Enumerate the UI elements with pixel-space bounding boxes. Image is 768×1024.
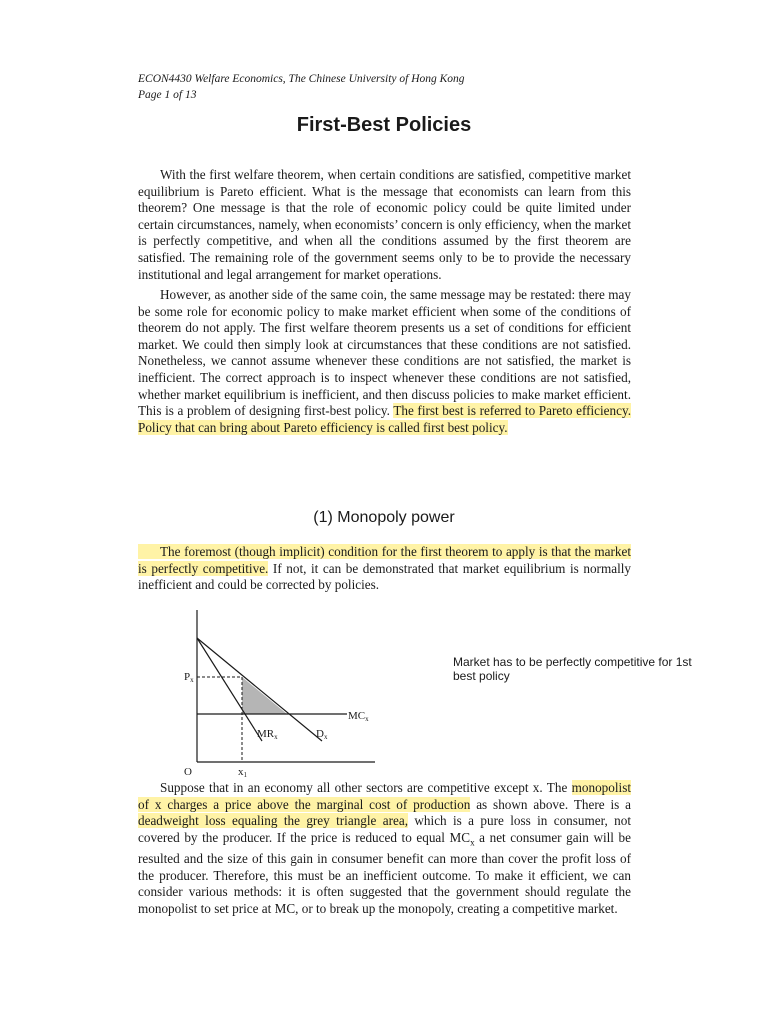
mr-label: MRx <box>257 728 278 741</box>
paragraph-2 <box>138 287 631 436</box>
paragraph-4-text-3: which is a pure loss in consumer, not covered by the producer. If the price is reduced to equal MC <box>138 813 631 845</box>
paragraph-1-text: With the first welfare theorem, when certain conditions are satisfied, competitive market equilibrium is Pareto efficient. What is the message that economists can learn from this theorem? One message is that the role of economic policy could be quite limited under certain circumstances, namely, when economists’ concern is only efficiency, when the market is perfectly competitive, and when all the conditions assumed by the first theorem are satisfied. The remaining role of the government seems only to be to provide the necessary institutional and legal arrangement for market operations. <box>138 167 631 282</box>
mc-label: MCx <box>348 710 369 723</box>
paragraph-4-text-1: Suppose that in an economy all other sectors are competitive except x. The <box>160 780 568 795</box>
demand-label: Dx <box>316 728 328 741</box>
paragraph-1 <box>138 167 631 283</box>
paragraph-4 <box>138 780 631 917</box>
highlight-first-best-policy: Policy that can bring about Pareto efficiency is called first best policy. <box>138 419 508 435</box>
paragraph-2-text: However, as another side of the same coin, the same message may be restated: there may be some role for economic policy to make market efficient when some of the conditions of theorem do not apply. The first welfare theorem presents us a set of conditions for efficient market. We could then simply look at circumstances that these conditions are not satisfied. Nonetheless, we cannot assume whenever these conditions are not satisfied, the market is inefficient. The correct approach is to inspect whenever these conditions are not satisfied, whether market equilibrium is inefficient, and then discuss policies to make market efficient. This is a problem of designing first-best policy. <box>138 287 631 419</box>
paragraph-3 <box>138 544 631 594</box>
margin-note: Market has to be perfectly competitive for 1st best policy <box>453 655 692 683</box>
paragraph-4-text-2: as shown above. There is a <box>476 796 631 812</box>
highlight-deadweight-loss: deadweight loss equaling the grey triangle area, <box>138 813 409 829</box>
origin-label: O <box>184 766 192 778</box>
document-header <box>138 71 465 103</box>
course-line: ECON4430 Welfare Economics, The Chinese University of Hong Kong <box>138 73 465 85</box>
highlight-first-best-definition: The first best is referred to Pareto efficiency. <box>393 403 632 419</box>
quantity-label: x1 <box>238 766 247 779</box>
deadweight-loss-triangle <box>242 677 287 714</box>
highlight-competitive-condition: The foremost (though implicit) condition for the first theorem to apply is that the market is perfectly competitive. <box>138 544 631 576</box>
paragraph-4-text-4: a net consumer gain will be resulted and the size of this gain in consumer benefit can more than cover the profit loss of the producer. Therefore, this must be an inefficient outcome. To make it efficient, we can consider various methods: it is often suggested that the government should regulate the monopolist to set price at MC, or to break up the monopoly, creating a competitive market. <box>138 829 631 916</box>
highlight-monopolist-price: monopolist of x charges a price above the marginal cost of production <box>138 780 631 812</box>
price-label: Px <box>184 671 194 684</box>
paragraph-3-text: If not, it can be demonstrated that market equilibrium is normally inefficient and could be corrected by policies. <box>138 560 631 593</box>
mc-subscript: x <box>470 837 475 848</box>
page-number: Page 1 of 13 <box>138 89 197 101</box>
page-title: First-Best Policies <box>296 114 472 136</box>
demand-curve <box>197 638 322 741</box>
section-title: (1) Monopoly power <box>313 509 455 526</box>
monopoly-diagram <box>175 605 405 780</box>
